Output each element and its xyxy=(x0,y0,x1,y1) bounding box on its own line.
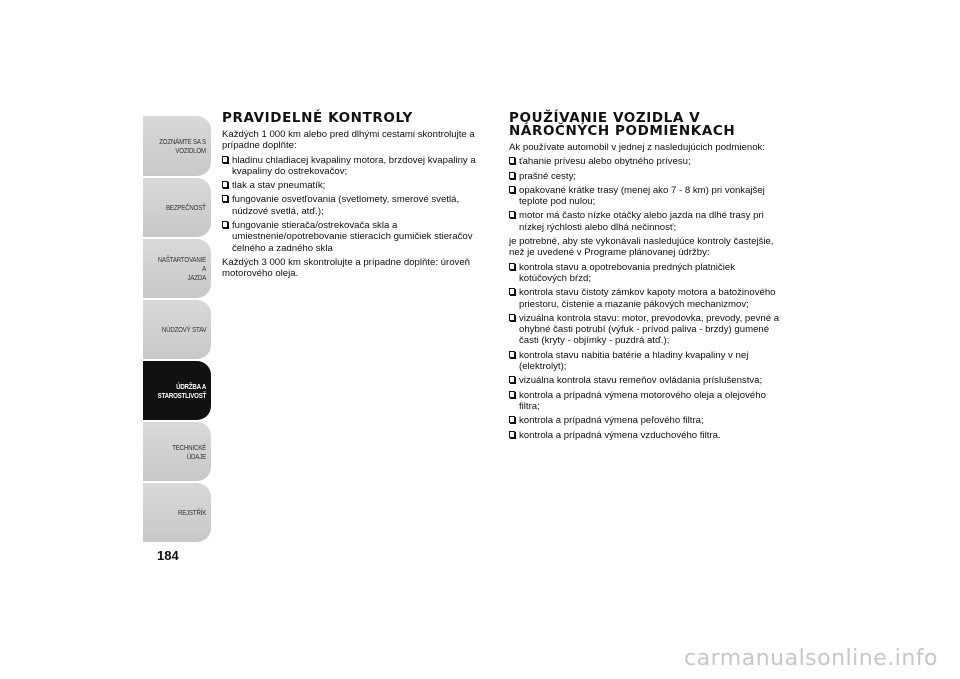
checkbox-bullet-icon xyxy=(509,186,515,193)
list-item xyxy=(509,156,784,167)
list-item-text: hladinu chladiacej kvapaliny motora, brzdovej kvapaliny a kvapaliny do ostrekovačov; xyxy=(232,154,476,177)
list-item-text: kontrola a prípadná výmena motorového oleja a olejového filtra; xyxy=(519,389,766,412)
list-item xyxy=(222,194,497,217)
list-item-text: opakované krátke trasy (menej ako 7 - 8 km) pri vonkajšej teplote pod nulou; xyxy=(519,184,765,208)
list-item xyxy=(222,180,497,191)
list-item xyxy=(509,210,784,233)
tab-label: NAŠTARTOVANIE A JAZDA xyxy=(157,255,206,282)
checks-list xyxy=(509,262,784,441)
checklist xyxy=(222,155,497,254)
watermark: carmanualsonline.info xyxy=(684,646,938,671)
tab-bezpecnost[interactable] xyxy=(143,178,211,237)
conditions-list xyxy=(509,156,784,233)
tab-nudzovy-stav[interactable] xyxy=(143,300,211,359)
checkbox-bullet-icon xyxy=(509,431,515,438)
list-item-text: fungovanie osvetľovania (svetlomety, smerové svetlá, núdzové svetlá, atď.); xyxy=(232,194,460,217)
intro-text: Ak používate automobil v jednej z nasledujúcich podmienok: xyxy=(509,142,765,153)
tab-label: BEZPEČNOSŤ xyxy=(166,203,206,212)
checkbox-bullet-icon xyxy=(509,314,515,321)
list-item-text: vizuálna kontrola stavu: motor, prevodovka, prevody, pevné a ohybné časti potrubí (výfuk - prívod paliva - brzdy) gumené časti (kryty - objímky - puzdrá atď.); xyxy=(519,312,780,347)
left-column xyxy=(222,112,497,283)
tab-label: TECHNICKÉ ÚDAJE xyxy=(172,442,206,461)
tab-label: REJSTŘÍK xyxy=(177,508,206,517)
section-heading: POUŽÍVANIE VOZIDLA V NÁROČNÝCH PODMIENKACH xyxy=(509,110,736,139)
section-heading: PRAVIDELNÉ KONTROLY xyxy=(222,110,413,126)
list-item xyxy=(222,155,497,178)
list-item-text: kontrola a prípadná výmena vzduchového filtra. xyxy=(519,429,721,441)
tab-label: NÚDZOVÝ STAV xyxy=(161,325,206,334)
list-item-text: vizuálna kontrola stavu remeňov ovládania príslušenstva; xyxy=(519,375,763,387)
list-item xyxy=(509,430,784,441)
checkbox-bullet-icon xyxy=(222,195,228,202)
checkbox-bullet-icon xyxy=(509,288,515,295)
checkbox-bullet-icon xyxy=(509,211,515,218)
outro-text: Každých 3 000 km skontrolujte a prípadne doplňte: úroveň motorového oleja. xyxy=(222,256,470,280)
tab-technicke-udaje[interactable] xyxy=(143,422,211,481)
list-item xyxy=(509,350,784,373)
tab-zoznamte-sa[interactable] xyxy=(143,116,211,176)
page-number: 184 xyxy=(157,548,179,563)
checkbox-bullet-icon xyxy=(222,156,228,163)
list-item xyxy=(509,415,784,426)
checkbox-bullet-icon xyxy=(509,351,515,358)
intro-text: Každých 1 000 km alebo pred dlhými cestami skontrolujte a prípadne doplňte: xyxy=(222,129,475,152)
list-item xyxy=(509,171,784,182)
list-item xyxy=(509,313,784,347)
list-item-text: kontrola stavu a opotrebovania predných platničiek kotúčových bŕzd; xyxy=(519,261,735,284)
middle-text: je potrebné, aby ste vykonávali nasledujúce kontroly častejšie, než je uvedené v Programe plánovanej údržby: xyxy=(509,236,774,259)
list-item-text: kontrola stavu čistoty zámkov kapoty motora a batožinového priestoru, čistenie a mazanie pákových mechanizmov; xyxy=(519,287,776,310)
list-item xyxy=(509,262,784,285)
list-item xyxy=(509,375,784,386)
list-item xyxy=(509,185,784,208)
list-item xyxy=(509,390,784,413)
tab-udrzba[interactable] xyxy=(143,361,211,420)
tab-rejstrik[interactable] xyxy=(143,483,211,542)
list-item-text: fungovanie stierača/ostrekovača skla a umiestnenie/opotrebovanie stieracích gumičiek stieračov čelného a zadného skla xyxy=(232,220,473,254)
list-item-text: ťahanie prívesu alebo obytného prívesu; xyxy=(519,156,691,168)
tab-label: ÚDRŽBA A STAROSTLIVOSŤ xyxy=(157,381,206,400)
list-item xyxy=(509,287,784,310)
list-item xyxy=(222,220,497,254)
tab-nastartovanie[interactable] xyxy=(143,239,211,298)
checkbox-bullet-icon xyxy=(222,221,228,228)
checkbox-bullet-icon xyxy=(509,172,515,179)
checkbox-bullet-icon xyxy=(509,157,515,164)
checkbox-bullet-icon xyxy=(509,416,515,423)
checkbox-bullet-icon xyxy=(509,263,515,270)
checkbox-bullet-icon xyxy=(509,391,515,398)
list-item-text: kontrola stavu nabitia batérie a hladiny kvapaliny v nej (elektrolyt); xyxy=(519,349,749,373)
checkbox-bullet-icon xyxy=(509,376,515,383)
list-item-text: prašné cesty; xyxy=(519,170,577,182)
tab-label: ZOZNÁMTE SA S VOZIDLOM xyxy=(159,137,206,155)
list-item-text: kontrola a prípadná výmena peľového filtra; xyxy=(519,415,704,427)
list-item-text: tlak a stav pneumatík; xyxy=(232,180,326,192)
checkbox-bullet-icon xyxy=(222,181,228,188)
right-column xyxy=(509,112,784,444)
chapter-tabs xyxy=(143,116,211,544)
list-item-text: motor má často nízke otáčky alebo jazda na dlhé trasy pri nízkej rýchlosti alebo dlhá nečinnosť; xyxy=(519,210,764,233)
